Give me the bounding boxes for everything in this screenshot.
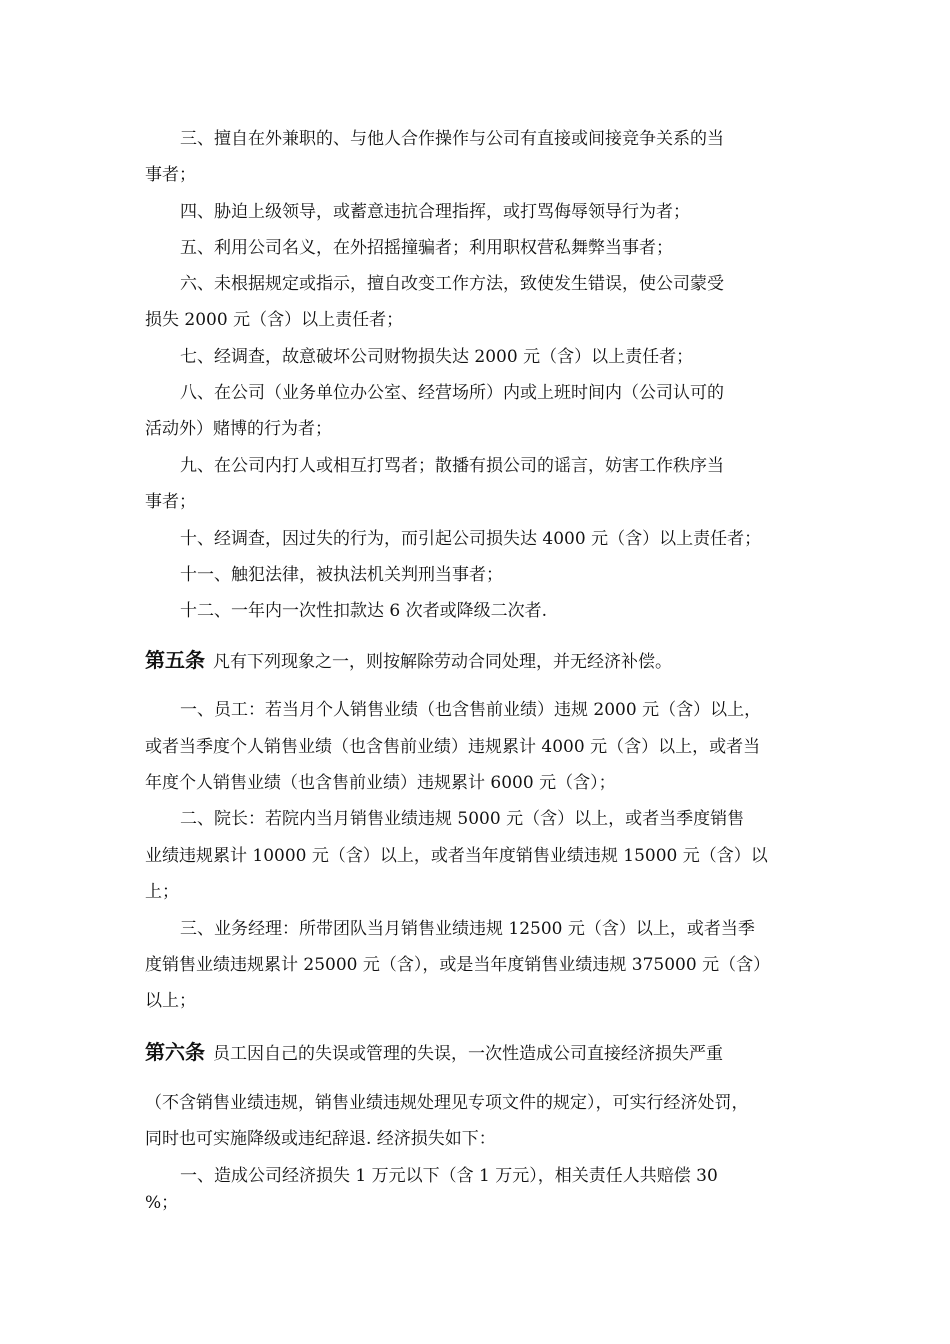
article-5-item-1-line-2: 或者当季度个人销售业绩（也含售前业绩）违规累计 4000 元（含）以上，或者当 bbox=[145, 737, 761, 757]
clause-4: 四、胁迫上级领导，或蓄意违抗合理指挥，或打骂侮辱领导行为者； bbox=[180, 202, 690, 222]
clause-10: 十、经调查，因过失的行为，而引起公司损失达 4000 元（含）以上责任者； bbox=[180, 529, 762, 549]
clause-6-line-1: 六、未根据规定或指示，擅自改变工作方法，致使发生错误，使公司蒙受 bbox=[180, 274, 724, 294]
article-5-label: 第五条 bbox=[145, 648, 205, 672]
article-6-line-2: （不含销售业绩违规，销售业绩违规处理见专项文件的规定），可实行经济处罚， bbox=[145, 1093, 749, 1113]
clause-6-line-2: 损失 2000 元（含）以上责任者； bbox=[145, 310, 404, 330]
clause-3-line-2: 事者； bbox=[145, 165, 196, 185]
article-5-item-2-line-3: 上； bbox=[145, 882, 179, 902]
clause-9-line-2: 事者； bbox=[145, 492, 196, 512]
article-6-item-1-line-1: 一、造成公司经济损失 1 万元以下（含 1 万元），相关责任人共赔偿 30 bbox=[180, 1166, 718, 1186]
article-5-item-1-line-3: 年度个人销售业绩（也含售前业绩）违规累计 6000 元（含）； bbox=[145, 773, 616, 793]
article-5-item-3-line-2: 度销售业绩违规累计 25000 元（含），或是当年度销售业绩违规 375000 元（含） bbox=[145, 955, 771, 975]
article-5-text: 凡有下列现象之一，则按解除劳动合同处理，并无经济补偿。 bbox=[213, 652, 672, 672]
article-6-text: 员工因自己的失误或管理的失误，一次性造成公司直接经济损失严重 bbox=[213, 1044, 723, 1064]
clause-7: 七、经调查，故意破坏公司财物损失达 2000 元（含）以上责任者； bbox=[180, 347, 694, 367]
article-6-heading bbox=[145, 1039, 815, 1067]
article-5-item-2-line-1: 二、院长：若院内当月销售业绩违规 5000 元（含）以上，或者当季度销售 bbox=[180, 809, 745, 829]
article-5-item-1-line-1: 一、员工：若当月个人销售业绩（也含售前业绩）违规 2000 元（含）以上， bbox=[180, 700, 762, 720]
clause-9-line-1: 九、在公司内打人或相互打骂者；散播有损公司的谣言，妨害工作秩序当 bbox=[180, 456, 724, 476]
clause-5: 五、利用公司名义，在外招摇撞骗者；利用职权营私舞弊当事者； bbox=[180, 238, 673, 258]
article-5-heading bbox=[145, 647, 815, 675]
clause-12: 十二、一年内一次性扣款达 6 次者或降级二次者. bbox=[180, 601, 548, 621]
article-6-line-3: 同时也可实施降级或违纪辞退. 经济损失如下： bbox=[145, 1129, 496, 1149]
clause-11: 十一、触犯法律，被执法机关判刑当事者； bbox=[180, 565, 503, 585]
clause-8-line-1: 八、在公司（业务单位办公室、经营场所）内或上班时间内（公司认可的 bbox=[180, 383, 724, 403]
clause-3-line-1: 三、擅自在外兼职的、与他人合作操作与公司有直接或间接竞争关系的当 bbox=[180, 129, 724, 149]
article-6-item-1-line-2: %； bbox=[145, 1193, 179, 1213]
article-5-item-2-line-2: 业绩违规累计 10000 元（含）以上，或者当年度销售业绩违规 15000 元（含）以 bbox=[145, 846, 768, 866]
article-5-item-3-line-3: 以上； bbox=[145, 991, 196, 1011]
article-6-label: 第六条 bbox=[145, 1040, 205, 1064]
article-5-item-3-line-1: 三、业务经理：所带团队当月销售业绩违规 12500 元（含）以上，或者当季 bbox=[180, 919, 755, 939]
clause-8-line-2: 活动外）赌博的行为者； bbox=[145, 419, 332, 439]
